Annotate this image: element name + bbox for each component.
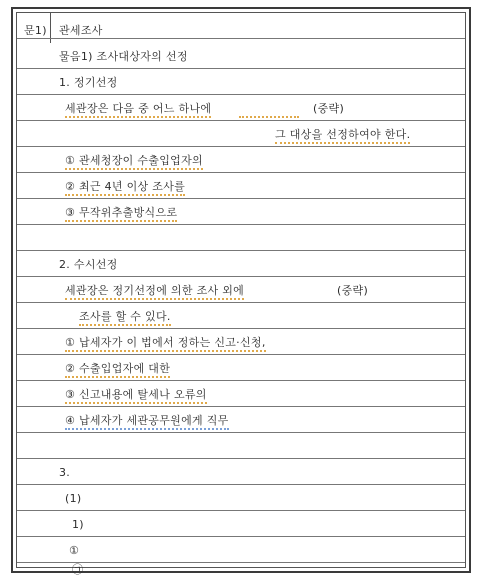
sub-item: 1) bbox=[72, 518, 84, 531]
sub-item: ① bbox=[69, 544, 80, 557]
list-item: ② 수출입업자에 대한 bbox=[65, 362, 170, 378]
question-title: 관세조사 bbox=[59, 24, 103, 37]
ruled-line bbox=[17, 537, 465, 563]
ruled-line bbox=[17, 459, 465, 485]
list-item: ③ 무작위추출방식으로 bbox=[65, 206, 177, 222]
text-line: 조사를 할 수 있다. bbox=[79, 310, 171, 326]
ruled-line bbox=[17, 485, 465, 511]
omission-note: (중략) bbox=[337, 284, 369, 297]
list-item: ③ 신고내용에 탈세나 오류의 bbox=[65, 388, 207, 404]
text-line: 그 대상을 선정하여야 한다. bbox=[275, 128, 410, 144]
sub-question: 물음1) 조사대상자의 선정 bbox=[59, 50, 188, 63]
section-heading: 1. 정기선정 bbox=[59, 76, 118, 89]
blank-underline bbox=[239, 102, 299, 118]
ruled-line bbox=[17, 225, 465, 251]
sub-item: ㉠ bbox=[72, 563, 84, 576]
answer-sheet bbox=[11, 7, 471, 576]
section-heading: 3. bbox=[59, 466, 71, 479]
text-line: 세관장은 정기선정에 의한 조사 외에 bbox=[65, 284, 244, 300]
ruled-line bbox=[17, 511, 465, 537]
omission-note: (중략) bbox=[313, 102, 345, 115]
question-number: 문1) bbox=[24, 24, 47, 37]
list-item: ② 최근 4년 이상 조사를 bbox=[65, 180, 185, 196]
text-line: 세관장은 다음 중 어느 하나에 bbox=[65, 102, 211, 118]
list-item: ① 관세청장이 수출입업자의 bbox=[65, 154, 203, 170]
section-heading: 2. 수시선정 bbox=[59, 258, 118, 271]
ruled-area bbox=[16, 12, 466, 576]
sub-item: (1) bbox=[65, 492, 82, 505]
list-item: ① 납세자가 이 법에서 정하는 신고·신청, bbox=[65, 336, 266, 352]
list-item: ④ 납세자가 세관공무원에게 직무 bbox=[65, 414, 229, 430]
ruled-line bbox=[17, 433, 465, 459]
